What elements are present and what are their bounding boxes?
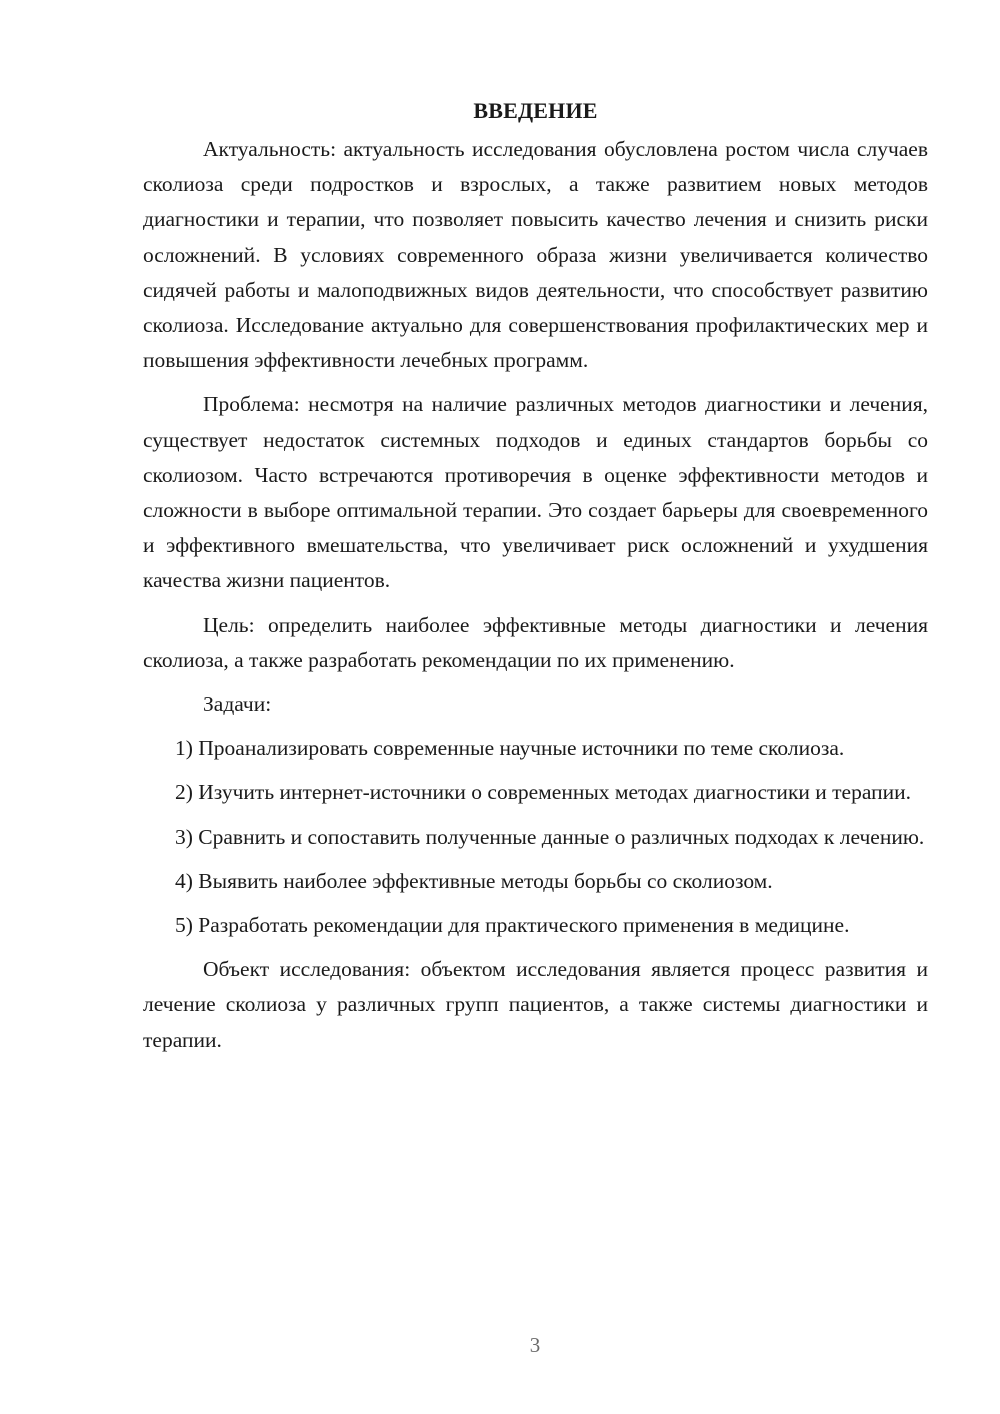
task-item-1: 1) Проанализировать современные научные источники по теме сколиоза. [175, 736, 845, 761]
task-item-5: 5) Разработать рекомендации для практического применения в медицине. [175, 913, 850, 938]
problem-paragraph: Проблема: несмотря на наличие различных методов диагностики и лечения, существует недостаток системных подходов и единых стандартов борьбы со сколиозом. Часто встречаются противоречия в оценке эффективности методов и сложности в выборе оптимальной терапии. Это создает барьеры для своевременного и эффективного вмешательства, что увеличивает риск осложнений и ухудшения качества жизни пациентов. [143, 392, 928, 593]
object-paragraph: Объект исследования: объектом исследования является процесс развития и лечение сколиоза у различных групп пациентов, а также системы диагностики и терапии. [143, 957, 928, 1052]
tasks-label: Задачи: [203, 692, 272, 717]
page-number: 3 [529, 1333, 541, 1357]
section-heading: ВВЕДЕНИЕ [473, 98, 598, 123]
goal-paragraph: Цель: определить наиболее эффективные методы диагностики и лечения сколиоза, а также разработать рекомендации по их применению. [143, 612, 928, 672]
document-page [143, 96, 928, 1058]
task-item-3: 3) Сравнить и сопоставить полученные данные о различных подходах к лечению. [175, 824, 925, 849]
task-item-4: 4) Выявить наиболее эффективные методы борьбы со сколиозом. [175, 868, 773, 893]
task-item-2: 2) Изучить интернет-источники о современных методах диагностики и терапии. [175, 780, 911, 805]
relevance-paragraph: Актуальность: актуальность исследования обусловлена ростом числа случаев сколиоза среди подростков и взрослых, а также развитием новых методов диагностики и терапии, что позволяет повысить качество лечения и снизить риски осложнений. В условиях современного образа жизни увеличивается количество сидячей работы и малоподвижных видов деятельности, что способствует развитию сколиоза. Исследование актуально для совершенствования профилактических мер и повышения эффективности лечебных программ. [143, 137, 928, 373]
